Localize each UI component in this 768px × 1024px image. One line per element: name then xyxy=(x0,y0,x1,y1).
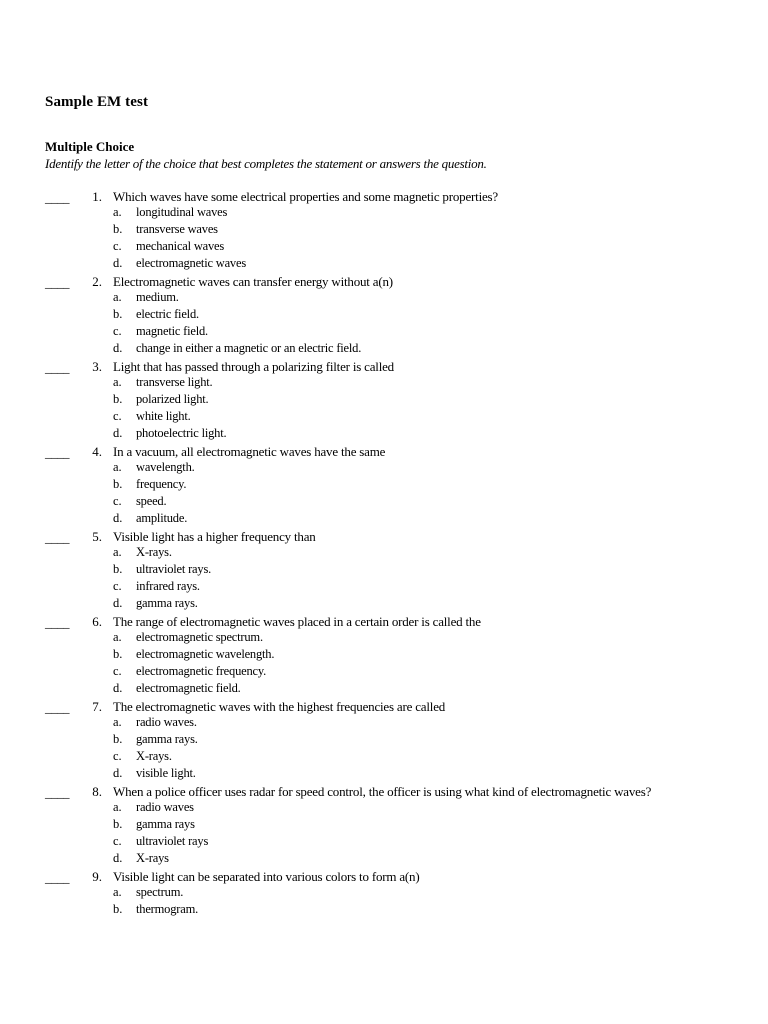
choice-letter: a. xyxy=(113,545,122,559)
answer-blank: ____ xyxy=(45,700,69,715)
choice-letter: b. xyxy=(113,902,123,916)
choice-item xyxy=(0,460,768,477)
answer-blank: ____ xyxy=(45,360,69,375)
choice-item xyxy=(0,596,768,613)
question-number: 5. xyxy=(92,529,102,544)
choice-item xyxy=(0,341,768,358)
choice-item xyxy=(0,647,768,664)
choice-item xyxy=(0,834,768,851)
choice-item xyxy=(0,426,768,443)
choice-text: infrared rays. xyxy=(136,579,200,593)
choice-item xyxy=(0,409,768,426)
choice-text: ultraviolet rays xyxy=(136,834,209,848)
question-text: In a vacuum, all electromagnetic waves have the same xyxy=(113,444,386,459)
choice-item xyxy=(0,579,768,596)
section-heading: Multiple Choice xyxy=(45,139,135,154)
choice-item xyxy=(0,222,768,239)
question-number: 8. xyxy=(92,784,102,799)
choice-letter: d. xyxy=(113,341,123,355)
choice-list xyxy=(0,545,768,613)
choice-letter: d. xyxy=(113,511,123,525)
question-text: Visible light has a higher frequency than xyxy=(113,529,316,544)
choice-letter: a. xyxy=(113,205,122,219)
choice-letter: b. xyxy=(113,392,123,406)
choice-letter: d. xyxy=(113,256,123,270)
question-number: 6. xyxy=(92,614,102,629)
choice-letter: a. xyxy=(113,375,122,389)
choice-letter: a. xyxy=(113,715,122,729)
choice-letter: b. xyxy=(113,732,123,746)
choice-letter: b. xyxy=(113,562,123,576)
choice-item xyxy=(0,766,768,783)
choice-text: longitudinal waves xyxy=(136,205,228,219)
choice-item xyxy=(0,205,768,222)
choice-item xyxy=(0,290,768,307)
choice-text: amplitude. xyxy=(136,511,188,525)
choice-text: X-rays. xyxy=(136,749,172,763)
choice-list xyxy=(0,630,768,698)
choice-letter: b. xyxy=(113,477,123,491)
choice-text: wavelength. xyxy=(136,460,195,474)
choice-item xyxy=(0,800,768,817)
choice-list xyxy=(0,885,768,919)
choice-text: white light. xyxy=(136,409,191,423)
choice-letter: b. xyxy=(113,222,123,236)
instructions-text: Identify the letter of the choice that best completes the statement or answers the question. xyxy=(45,156,487,171)
choice-letter: d. xyxy=(113,851,123,865)
choice-letter: b. xyxy=(113,817,123,831)
choice-item xyxy=(0,324,768,341)
choice-text: electromagnetic spectrum. xyxy=(136,630,263,644)
choice-item xyxy=(0,511,768,528)
choice-text: photoelectric light. xyxy=(136,426,227,440)
question-item xyxy=(0,784,768,869)
choice-text: transverse light. xyxy=(136,375,213,389)
choice-letter: b. xyxy=(113,647,123,661)
answer-blank: ____ xyxy=(45,530,69,545)
question-text: The electromagnetic waves with the highest frequencies are called xyxy=(113,699,446,714)
answer-blank: ____ xyxy=(45,785,69,800)
choice-letter: d. xyxy=(113,681,123,695)
choice-item xyxy=(0,375,768,392)
choice-letter: a. xyxy=(113,290,122,304)
question-item xyxy=(0,614,768,699)
choice-item xyxy=(0,902,768,919)
choice-text: electromagnetic frequency. xyxy=(136,664,267,678)
choice-letter: a. xyxy=(113,800,122,814)
choice-item xyxy=(0,681,768,698)
choice-text: X-rays. xyxy=(136,545,172,559)
answer-blank: ____ xyxy=(45,870,69,885)
question-item xyxy=(0,699,768,784)
choice-text: magnetic field. xyxy=(136,324,208,338)
choice-item xyxy=(0,630,768,647)
choice-item xyxy=(0,885,768,902)
question-text: The range of electromagnetic waves placed in a certain order is called the xyxy=(113,614,481,629)
question-text: When a police officer uses radar for speed control, the officer is using what kind of electromagnetic waves? xyxy=(113,784,652,799)
choice-list xyxy=(0,460,768,528)
choice-item xyxy=(0,851,768,868)
choice-text: frequency. xyxy=(136,477,187,491)
choice-letter: a. xyxy=(113,630,122,644)
question-item xyxy=(0,274,768,359)
question-text: Which waves have some electrical properties and some magnetic properties? xyxy=(113,189,498,204)
choice-letter: d. xyxy=(113,766,123,780)
choice-text: mechanical waves xyxy=(136,239,225,253)
choice-item xyxy=(0,477,768,494)
choice-letter: c. xyxy=(113,409,122,423)
choice-letter: c. xyxy=(113,749,122,763)
choice-text: medium. xyxy=(136,290,179,304)
choice-text: spectrum. xyxy=(136,885,184,899)
choice-text: transverse waves xyxy=(136,222,218,236)
answer-blank: ____ xyxy=(45,445,69,460)
choice-letter: c. xyxy=(113,239,122,253)
choice-text: gamma rays xyxy=(136,817,195,831)
choice-item xyxy=(0,664,768,681)
answer-blank: ____ xyxy=(45,190,69,205)
question-number: 1. xyxy=(92,189,102,204)
choice-item xyxy=(0,256,768,273)
choice-letter: d. xyxy=(113,426,123,440)
question-item xyxy=(0,869,768,954)
choice-text: speed. xyxy=(136,494,167,508)
question-item xyxy=(0,529,768,614)
choice-list xyxy=(0,205,768,273)
choice-item xyxy=(0,749,768,766)
answer-blank: ____ xyxy=(45,615,69,630)
choice-item xyxy=(0,715,768,732)
choice-text: electromagnetic wavelength. xyxy=(136,647,275,661)
choice-text: gamma rays. xyxy=(136,732,198,746)
choice-text: polarized light. xyxy=(136,392,209,406)
choice-text: electric field. xyxy=(136,307,199,321)
choice-letter: c. xyxy=(113,834,122,848)
choice-list xyxy=(0,290,768,358)
choice-text: radio waves. xyxy=(136,715,197,729)
choice-text: ultraviolet rays. xyxy=(136,562,212,576)
choice-text: electromagnetic field. xyxy=(136,681,241,695)
choice-list xyxy=(0,375,768,443)
question-number: 7. xyxy=(92,699,102,714)
choice-item xyxy=(0,307,768,324)
choice-list xyxy=(0,715,768,783)
choice-item xyxy=(0,392,768,409)
choice-item xyxy=(0,817,768,834)
question-number: 9. xyxy=(92,869,102,884)
question-number: 4. xyxy=(92,444,102,459)
question-item xyxy=(0,444,768,529)
question-text: Light that has passed through a polarizing filter is called xyxy=(113,359,394,374)
page-title: Sample EM test xyxy=(45,94,149,110)
question-text: Visible light can be separated into various colors to form a(n) xyxy=(113,869,420,884)
answer-blank: ____ xyxy=(45,275,69,290)
choice-item xyxy=(0,545,768,562)
choice-letter: c. xyxy=(113,579,122,593)
question-list xyxy=(0,189,768,954)
question-item xyxy=(0,359,768,444)
choice-letter: a. xyxy=(113,885,122,899)
choice-letter: c. xyxy=(113,324,122,338)
choice-item xyxy=(0,562,768,579)
choice-letter: b. xyxy=(113,307,123,321)
choice-text: gamma rays. xyxy=(136,596,198,610)
choice-text: radio waves xyxy=(136,800,194,814)
choice-letter: c. xyxy=(113,664,122,678)
choice-text: X-rays xyxy=(136,851,169,865)
question-number: 3. xyxy=(92,359,102,374)
choice-list xyxy=(0,800,768,868)
question-text: Electromagnetic waves can transfer energy without a(n) xyxy=(113,274,393,289)
choice-item xyxy=(0,732,768,749)
choice-item xyxy=(0,494,768,511)
choice-letter: c. xyxy=(113,494,122,508)
choice-text: electromagnetic waves xyxy=(136,256,246,270)
question-number: 2. xyxy=(92,274,102,289)
choice-letter: a. xyxy=(113,460,122,474)
choice-item xyxy=(0,239,768,256)
choice-text: change in either a magnetic or an electric field. xyxy=(136,341,362,355)
question-item xyxy=(0,189,768,274)
choice-letter: d. xyxy=(113,596,123,610)
choice-text: thermogram. xyxy=(136,902,199,916)
choice-text: visible light. xyxy=(136,766,196,780)
